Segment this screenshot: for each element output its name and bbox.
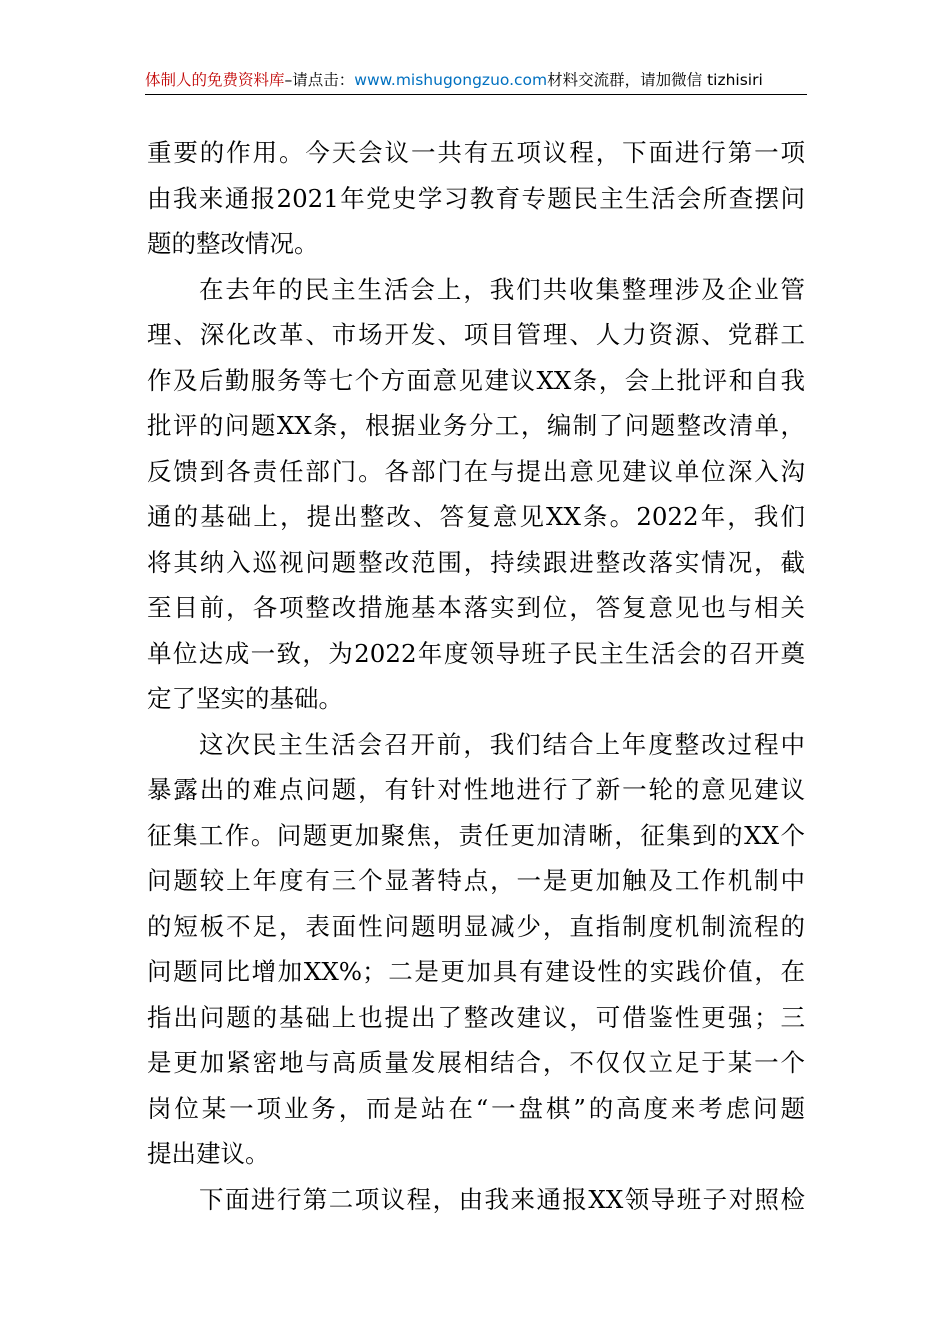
text-line: 暴露出的难点问题，有针对性地进行了新一轮的意见建议 (147, 775, 805, 804)
text-line: 下面进行第二项议程，由我来通报XX领导班子对照检 (199, 1184, 805, 1214)
text-line: 定了坚实的基础。 (147, 684, 343, 713)
header-contact: 材料交流群，请加微信 tizhisiri (547, 71, 763, 89)
paragraph-1 (147, 130, 805, 267)
text-line: 在去年的民主生活会上，我们共收集整理涉及企业管 (199, 274, 805, 304)
text-line: 是更加紧密地与高质量发展相结合，不仅仅立足于某一个 (147, 1048, 805, 1077)
text-line: 作及后勤服务等七个方面意见建议XX条，会上批评和自我 (147, 365, 805, 395)
text-line: 问题同比增加XX%；二是更加具有建设性的实践价值，在 (147, 957, 805, 986)
text-line: 问题较上年度有三个显著特点，一是更加触及工作机制中 (147, 866, 805, 895)
text-line: 这次民主生活会召开前，我们结合上年度整改过程中 (199, 729, 805, 759)
text-line: 批评的问题XX条，根据业务分工，编制了问题整改清单， (147, 411, 805, 440)
header-separator: –请点击： (284, 71, 355, 89)
text-line: 由我来通报2021年党史学习教育专题民主生活会所查摆问 (147, 183, 805, 213)
text-line: 通的基础上，提出整改、答复意见XX条。2022年，我们 (147, 502, 805, 531)
document-body (147, 130, 805, 1222)
text-line: 至目前，各项整改措施基本落实到位，答复意见也与相关 (147, 593, 805, 622)
text-line: 的短板不足，表面性问题明显减少，直指制度机制流程的 (147, 911, 805, 941)
paragraph-2 (147, 267, 805, 722)
header-brand: 体制人的免费资料库 (145, 71, 285, 89)
text-line: 岗位某一项业务，而是站在“一盘棋”的高度来考虑问题 (147, 1093, 805, 1123)
text-line: 单位达成一致，为2022年度领导班子民主生活会的召开奠 (147, 638, 805, 668)
paragraph-4 (147, 1177, 805, 1223)
text-line: 提出建议。 (147, 1139, 270, 1168)
text-line: 理、深化改革、市场开发、项目管理、人力资源、党群工 (147, 320, 805, 349)
text-line: 反馈到各责任部门。各部门在与提出意见建议单位深入沟 (147, 456, 805, 486)
page-header (145, 66, 807, 95)
paragraph-3 (147, 722, 805, 1177)
text-line: 指出问题的基础上也提出了整改建议，可借鉴性更强；三 (147, 1002, 805, 1032)
text-line: 将其纳入巡视问题整改范围，持续跟进整改落实情况，截 (147, 547, 805, 577)
text-line: 重要的作用。今天会议一共有五项议程，下面进行第一项 (147, 138, 805, 167)
text-line: 征集工作。问题更加聚焦，责任更加清晰，征集到的XX个 (147, 820, 805, 850)
header-link[interactable]: www.mishugongzuo.com (354, 71, 548, 89)
text-line: 题的整改情况。 (147, 229, 319, 258)
